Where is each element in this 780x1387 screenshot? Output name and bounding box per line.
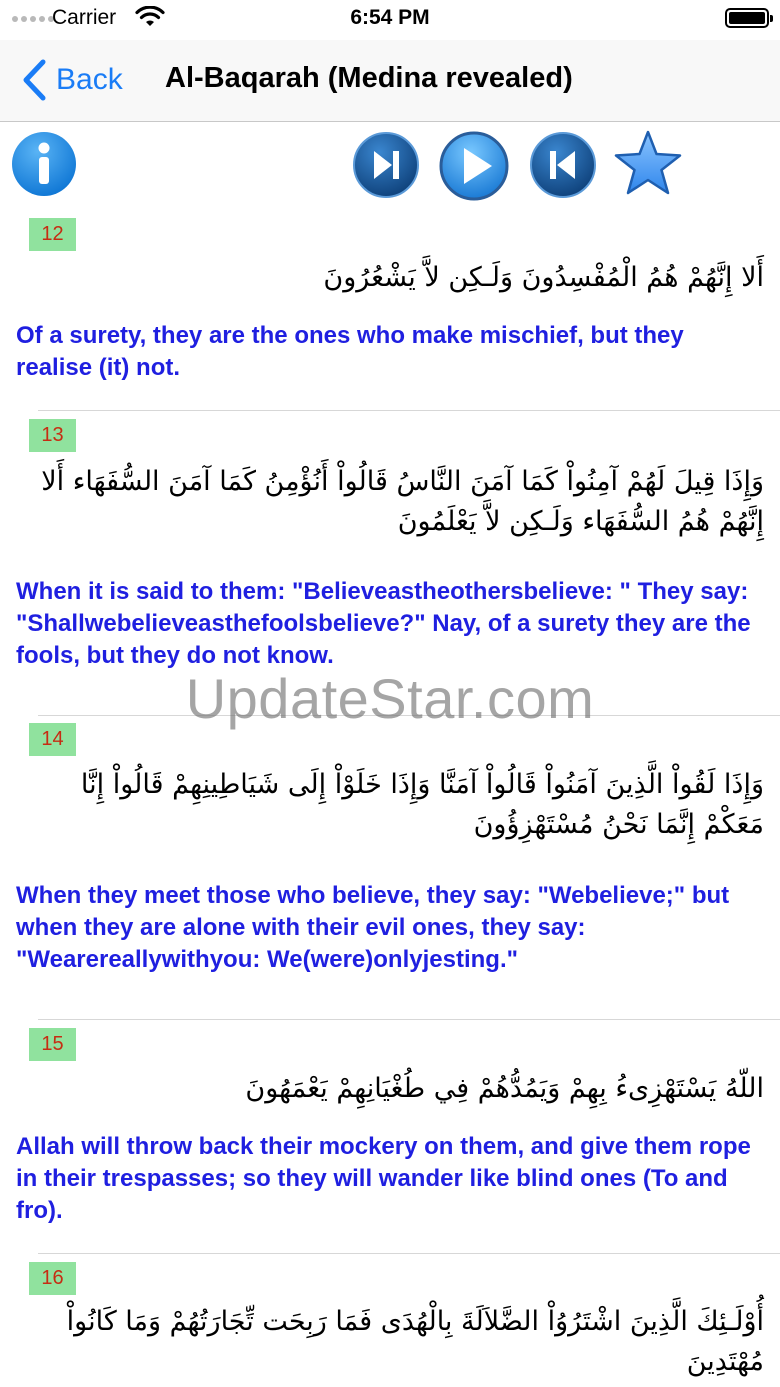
star-icon <box>612 129 684 199</box>
back-button[interactable] <box>22 58 123 102</box>
verse-item[interactable] <box>0 1020 780 1254</box>
verse-number-badge: 14 <box>29 723 76 756</box>
watermark: UpdateStar.com <box>185 667 595 730</box>
verse-arabic-text: وَإِذَا لَقُواْ الَّذِينَ آمَنُواْ قَالُواْ آمَنَّا وَإِذَا خَلَوْاْ إِلَى شَيَاطِينِهِمْ قَالُواْ إِنَّا مَعَكْمْ إِنَّمَا نَحْنُ مُسْتَهْزِؤُونَ <box>80 769 764 840</box>
play-button[interactable] <box>438 130 510 202</box>
verse-arabic-text: وَإِذَا قِيلَ لَهُمْ آمِنُواْ كَمَا آمَنَ النَّاسُ قَالُواْ أَنُؤْمِنُ كَمَا آمَنَ السُّفَهَاء أَلا إِنَّهُمْ هُمُ السُّفَهَاء وَلَـكِن لاَّ يَعْلَمُونَ <box>41 466 764 537</box>
verse-arabic-text: أَلا إِنَّهُمْ هُمُ الْمُفْسِدُونَ وَلَـكِن لاَّ يَشْعُرُونَ <box>323 262 764 293</box>
back-button-label: Back <box>56 63 123 96</box>
player-toolbar <box>0 123 780 211</box>
clock: 6:54 PM <box>350 6 430 29</box>
verse-translation-text: Allah will throw back their mockery on them, and give them rope in their trespasses; so they will wander like blind ones (To and fro). <box>16 1133 751 1224</box>
verse-translation-text: When they meet those who believe, they say: "Webelieve;" but when they are alone with their evil ones, they say: "Wearereallywithyou: We(were)onlyjesting." <box>16 882 730 973</box>
status-bar <box>0 0 780 40</box>
skip-back-icon <box>529 131 597 199</box>
verse-number-badge: 12 <box>29 218 76 251</box>
verse-number-badge: 16 <box>29 1262 76 1295</box>
page-title: Al-Baqarah (Medina revealed) <box>165 62 573 94</box>
navigation-bar <box>0 40 780 122</box>
info-icon <box>11 131 77 197</box>
next-verse-button[interactable] <box>352 131 420 199</box>
verse-translation-text: Of a surety, they are the ones who make mischief, but they realise (it) not. <box>16 322 684 381</box>
verse-item[interactable] <box>0 1254 780 1387</box>
verse-arabic-text: أُوْلَـئِكَ الَّذِينَ اشْتَرُوُاْ الضَّلاَلَةَ بِالْهُدَى فَمَا رَبِحَت تِّجَارَتُهُمْ وَمَا كَانُواْ مُهْتَدِينَ <box>66 1306 764 1377</box>
info-button[interactable] <box>11 131 77 197</box>
play-icon <box>438 130 510 202</box>
verse-item[interactable] <box>0 716 780 1020</box>
verse-number-badge: 15 <box>29 1028 76 1061</box>
verse-item[interactable] <box>0 211 780 411</box>
chevron-left-icon <box>22 59 48 101</box>
verse-translation-text: When it is said to them: "Believeastheothersbelieve: " They say: "Shallwebelieveasthefoolsbelieve?" Nay, of a surety they are the fools, but they do not know. <box>16 578 751 669</box>
battery-icon <box>725 8 769 28</box>
skip-forward-icon <box>352 131 420 199</box>
carrier-label: Carrier <box>52 6 117 29</box>
verse-arabic-text: اللّهُ يَسْتَهْزِىءُ بِهِمْ وَيَمُدُّهُمْ فِي طُغْيَانِهِمْ يَعْمَهُونَ <box>245 1073 764 1104</box>
previous-verse-button[interactable] <box>529 131 597 199</box>
favorite-button[interactable] <box>612 129 684 199</box>
verse-number-badge: 13 <box>29 419 76 452</box>
